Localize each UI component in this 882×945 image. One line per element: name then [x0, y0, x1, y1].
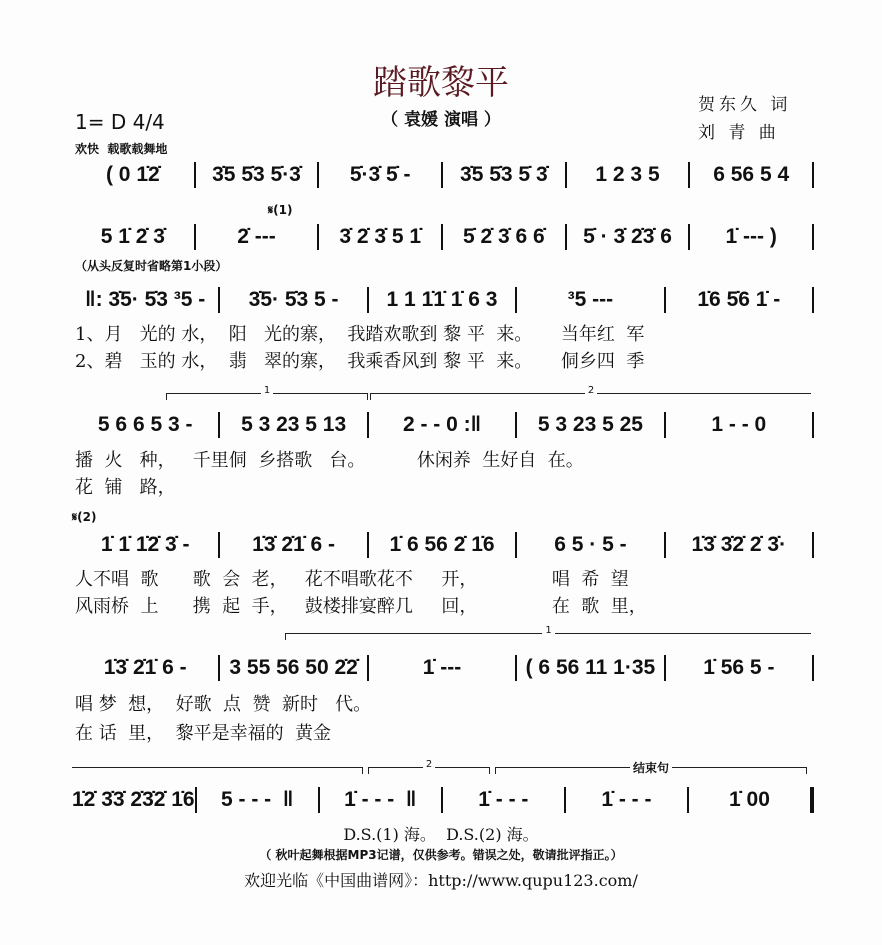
ds-note: D.S.(1) 海。 D.S.(2) 海。: [343, 825, 539, 844]
segno-2: 𝄋(2): [72, 510, 97, 524]
measure: ( 6 56 11 1·35: [525, 656, 656, 679]
measure: 1̇ - - -: [601, 788, 652, 811]
lyrics-line: 人不唱 歌 歌 会 老， 花不唱歌花不 开， 唱 希 望: [75, 569, 629, 590]
measure: 5 6 6 5 3 -: [97, 413, 193, 436]
volta-1: 1: [261, 385, 273, 396]
measure: 5 1̇ 2̇ 3̇: [100, 225, 165, 248]
measure: 5 - - - ‖: [221, 788, 294, 811]
repeat-note: （从头反复时省略第1小段）: [75, 259, 228, 273]
measure: 1̇3̇ 2̇1̇ 6 -: [252, 533, 336, 556]
measure: 1̇3̇ 3̇2̇ 2̇ 3̇·: [691, 533, 787, 556]
composer: 刘 青 曲: [698, 123, 780, 143]
lyrics-line: 风雨桥 上 携 起 手， 鼓楼排宴醉几 回， 在 歌 里，: [75, 596, 647, 617]
measure: 1̇ --- ): [725, 225, 777, 248]
measure: 1̇6 5̇6 1̇ -: [697, 288, 781, 311]
barline: [812, 532, 814, 558]
segno-1: 𝄋(1): [268, 203, 293, 217]
measure: 1 - - 0: [711, 413, 767, 436]
measure: 3̇5 5̇3 5̇ 3̇: [460, 163, 548, 186]
transcriber-note: （ 秋叶起舞根据MP3记谱，仅供参考。错误之处，敬请批评指正。）: [259, 848, 623, 862]
lyrics-line: 2、碧 玉的 水， 翡 翠的寨， 我乘香风到 黎 平 来。 侗乡四 季: [75, 351, 645, 372]
measure: 1 2 3 5: [595, 163, 660, 186]
lyrics-line: 在 话 里， 黎平是幸福的 黄金: [75, 723, 332, 744]
volta-2: 2: [585, 385, 597, 396]
measure: 1̇3̇ 2̇1̇ 6 -: [103, 656, 187, 679]
measure: ( 0 1̇2̇: [105, 163, 160, 186]
notation-row: [72, 412, 814, 438]
barline: [812, 224, 814, 250]
measure: 1̇ - - -: [478, 788, 529, 811]
notation-row: [72, 787, 814, 813]
notation-row: [72, 655, 814, 681]
key-signature: 1= D 4/4: [75, 110, 165, 134]
barline: [812, 412, 814, 438]
measure: 6 56 5 4: [713, 163, 790, 186]
barline: [812, 655, 814, 681]
notation-row: [72, 162, 814, 188]
measure: ³5 ---: [567, 288, 614, 311]
notation-row: [72, 532, 814, 558]
notation-row: [72, 287, 814, 313]
lyricist: 贺东久 词: [698, 95, 792, 115]
measure: 3 55 56 50 2̇2̇: [229, 656, 358, 679]
measure: 1̇ 00: [729, 788, 770, 811]
measure: 5̇ 2̇ 3̇ 6 6̇: [462, 225, 545, 248]
lyrics-line: 花 铺 路，: [75, 477, 176, 498]
barline: [812, 287, 814, 313]
measure: 2 - - 0 :‖: [402, 413, 482, 436]
volta-1b: 1: [542, 625, 554, 636]
song-title: 踏歌黎平: [373, 63, 509, 103]
performer: （ 袁媛 演唱 ）: [381, 110, 501, 130]
measure: 5̇ · 3̇ 2̇3̇ 6: [583, 225, 672, 248]
tempo-marking: 欢快 载歌载舞地: [75, 142, 168, 156]
site-credit: 欢迎光临《中国曲谱网》：http://www.qupu123.com/: [244, 871, 638, 890]
measure: 3̇5· 5̇3 5 -: [248, 288, 339, 311]
notation-row: [72, 224, 814, 250]
ending-label: 结束句: [630, 761, 672, 775]
measure: 1̇ ---: [422, 656, 462, 679]
measure: 6 5 · 5 -: [554, 533, 627, 556]
measure: 1 1 1̇1̇ 1̇ 6 3: [386, 288, 498, 311]
measure: 1̇2̇ 3̇3̇ 2̇3̇2̇ 1̇6: [72, 788, 195, 811]
measure: 5 3 23 5 13: [241, 413, 347, 436]
lyrics-line: 1、月 光的 水， 阳 光的寨， 我踏欢歌到 黎 平 来。 当年红 军: [75, 324, 645, 345]
measure: 1̇ 6 56 2̇ 1̇6: [389, 533, 495, 556]
lyrics-line: 播 火 种， 千里侗 乡搭歌 台。 休闲养 生好自 在。: [75, 450, 584, 471]
barline: [812, 162, 814, 188]
barline: [810, 787, 814, 813]
measure: 2̇ ---: [237, 225, 276, 248]
measure: 1̇ 56 5 -: [703, 656, 775, 679]
measure: 5 3 23 5 25: [537, 413, 643, 436]
measure: 3̇5 5̇3 5̇·3̇: [212, 163, 301, 186]
lyrics-line: 唱 梦 想， 好歌 点 赞 新时 代。: [75, 694, 372, 715]
measure: 1̇ - - - ‖: [344, 788, 417, 811]
measure: 1̇ 1̇ 1̇2̇ 3̇ -: [100, 533, 190, 556]
measure: 5̇·3̇ 5̇ -: [349, 163, 411, 186]
measure: ‖: 3̇5· 5̇3 ³5 -: [85, 288, 206, 311]
volta-2b: 2: [423, 759, 435, 770]
measure: 3̇ 2̇ 3̇ 5 1̇: [339, 225, 422, 248]
